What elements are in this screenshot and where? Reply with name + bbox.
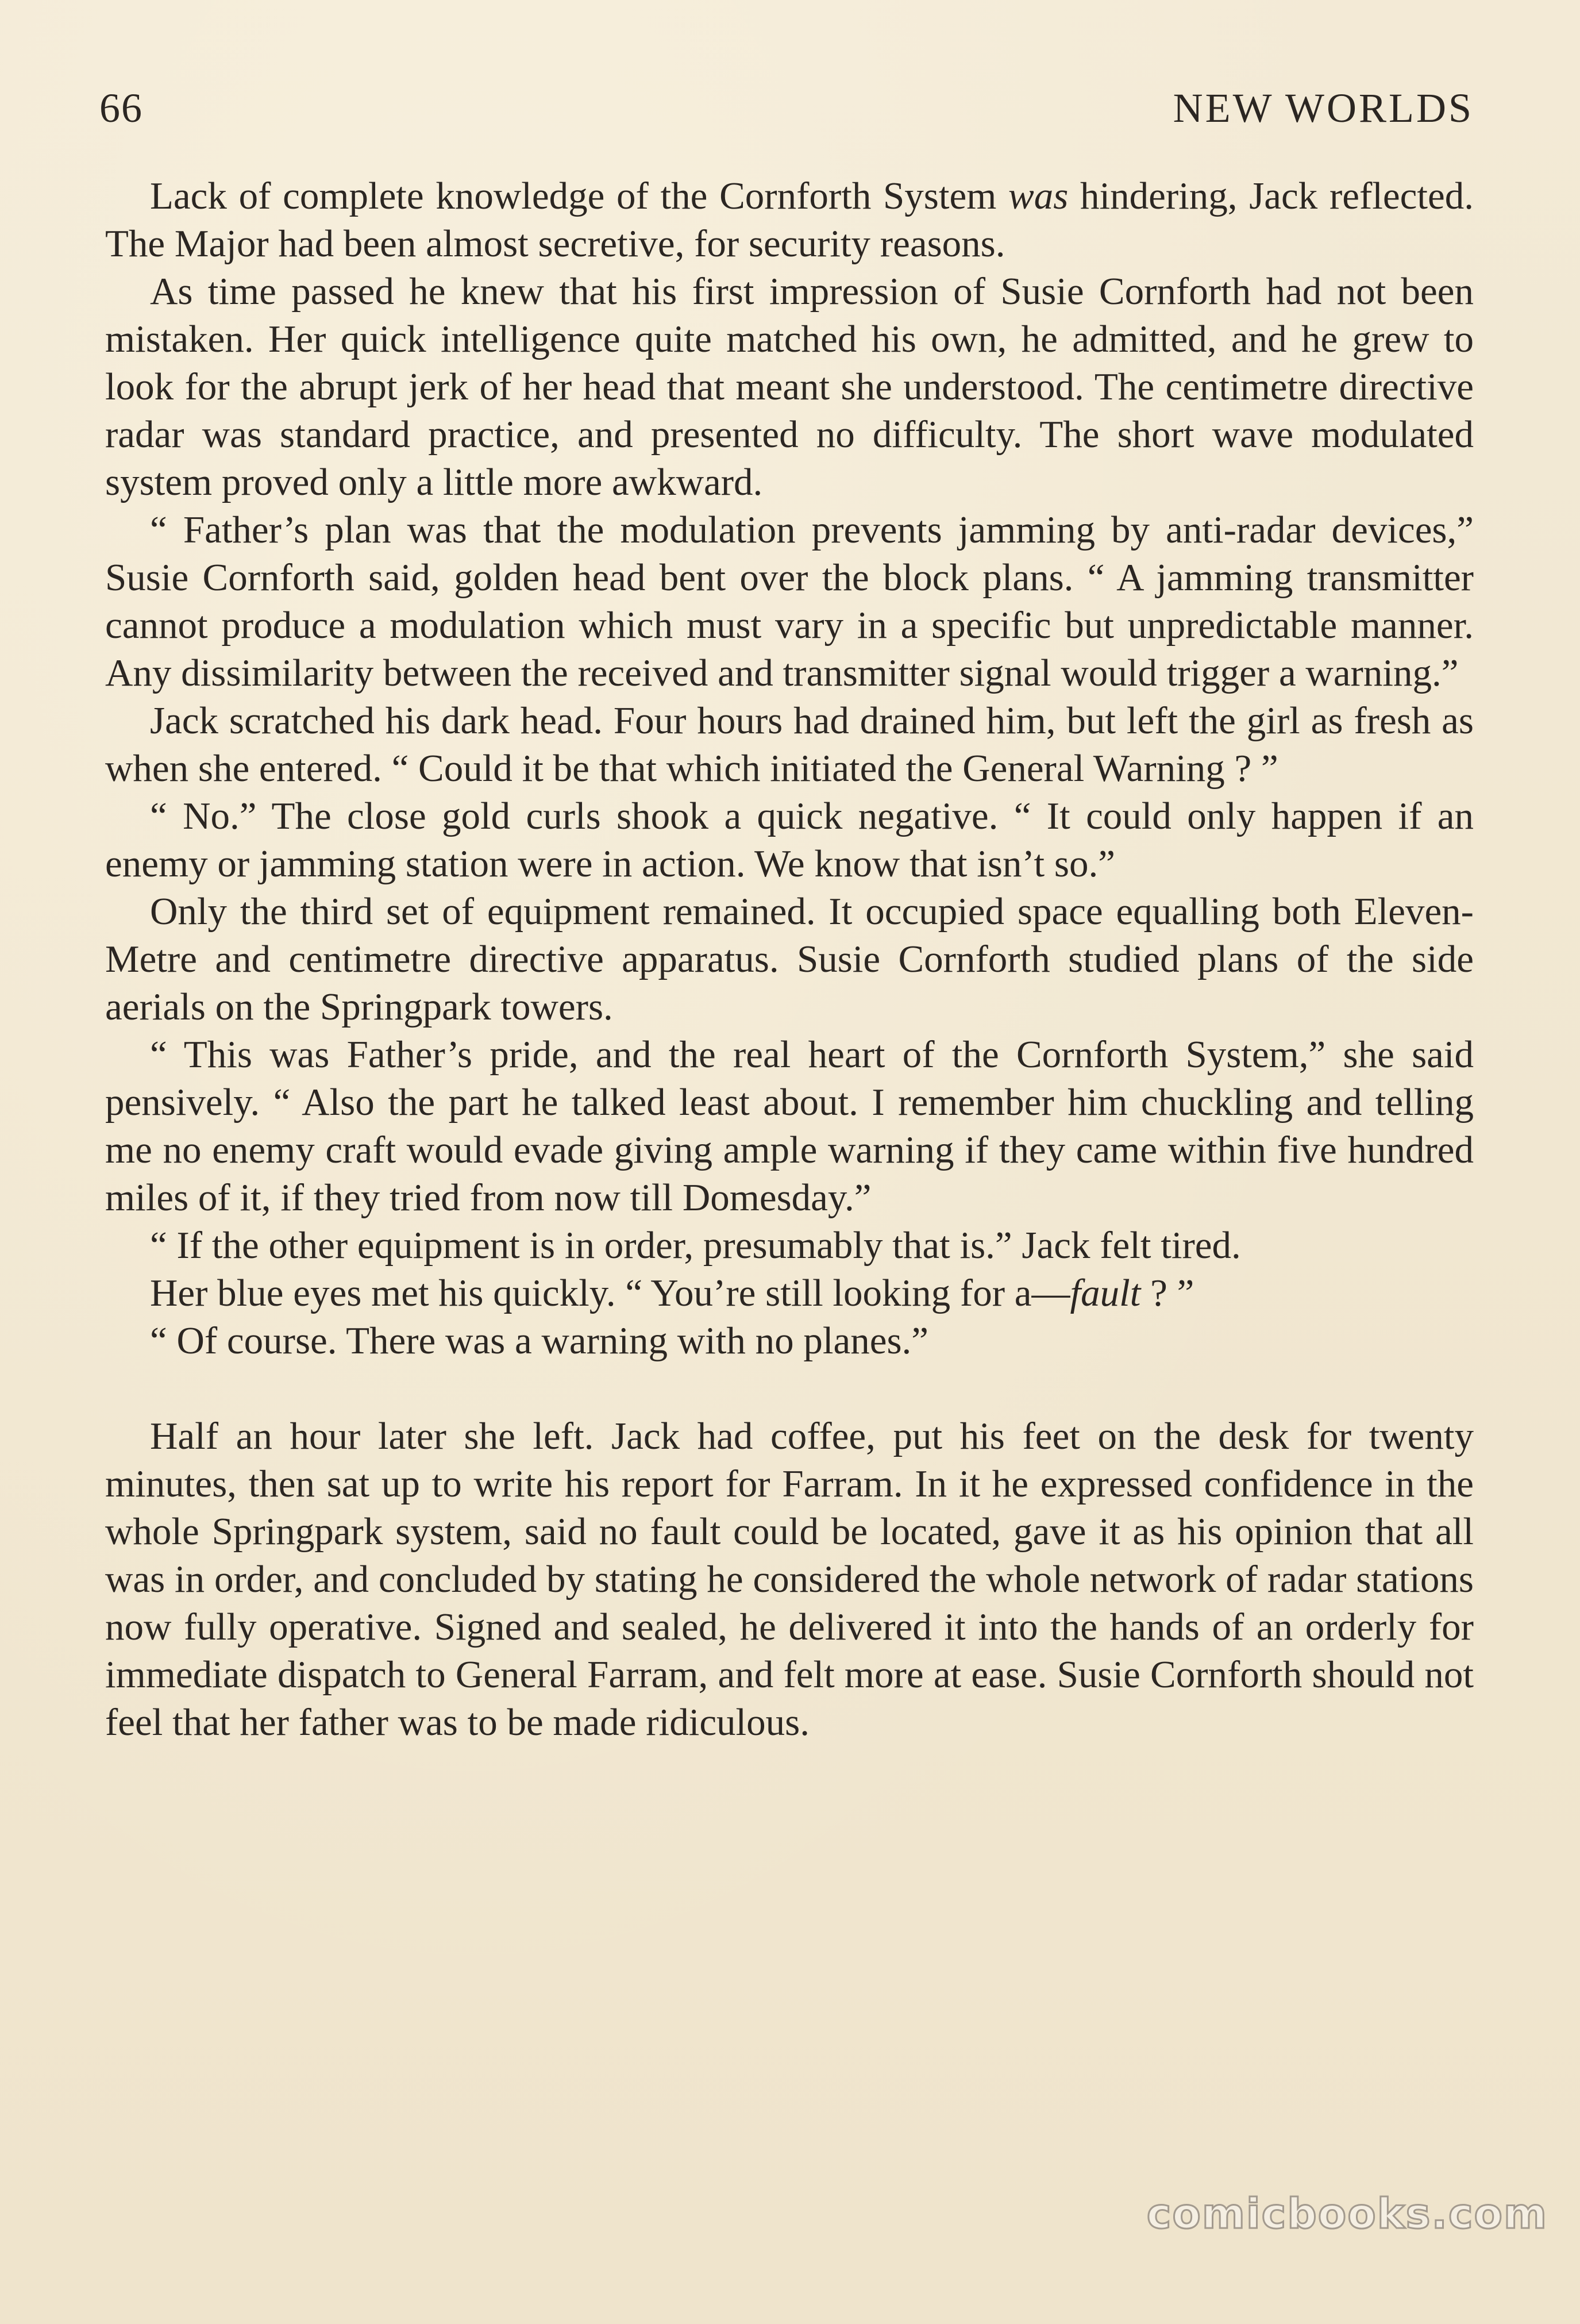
paragraph-4: Jack scratched his dark head. Four hours had drained him, but left the girl as fresh as when she entered. “ Could it be that which initiated the General Warning ? ”: [105, 699, 1474, 790]
body-text: [105, 172, 1474, 1746]
watermark: comicbooks.com: [1146, 2190, 1548, 2238]
paragraph-9: Her blue eyes met his quickly. “ You’re still looking for a—fault ? ”: [150, 1272, 1194, 1314]
paragraph-1: Lack of complete knowledge of the Cornforth System was hindering, Jack reflected. The Major had been almost secretive, for security reasons.: [105, 175, 1474, 265]
paragraph-8: “ If the other equipment is in order, presumably that is.” Jack felt tired.: [150, 1224, 1241, 1267]
paragraph-6: Only the third set of equipment remained. It occupied space equalling both Eleven-Metre and centimetre directive apparatus. Susie Cornforth studied plans of the side aerials on the Springpark towers.: [105, 890, 1474, 1028]
running-head: NEW WORLDS: [1173, 85, 1474, 131]
paragraph-7: “ This was Father’s pride, and the real heart of the Cornforth System,” she said pensively. “ Also the part he talked least about. I remember him chuckling and telling me no enemy craft would evade giving ample warning if they came within five hundred miles of it, if they tried from now till Domesday.”: [105, 1033, 1474, 1219]
page-number: 66: [99, 85, 143, 131]
paragraph-3: “ Father’s plan was that the modulation prevents jamming by anti-radar devices,” Susie Cornforth said, golden head bent over the block plans. “ A jamming transmitter cannot produce a modulation which must vary in a specific but unpredictable manner. Any dissimilarity between the received and transmitter signal would trigger a warning.”: [105, 509, 1474, 694]
paragraph-5: “ No.” The close gold curls shook a quick negative. “ It could only happen if an enemy or jamming station were in action. We know that isn’t so.”: [105, 795, 1474, 885]
paragraph-10: “ Of course. There was a warning with no planes.”: [150, 1319, 929, 1362]
paragraph-2: As time passed he knew that his first impression of Susie Cornforth had not been mistaken. Her quick intelligence quite matched his own, he admitted, and he grew to look for the abrupt jerk of her head that meant she understood. The centimetre directive radar was standard practice, and presented no difficulty. The short wave modulated system proved only a little more awkward.: [105, 270, 1474, 503]
page-header: [99, 79, 1474, 137]
paragraph-11: Half an hour later she left. Jack had coffee, put his feet on the desk for twenty minutes, then sat up to write his report for Farram. In it he expressed confidence in the whole Springpark system, said no fault could be located, gave it as his opinion that all was in order, and concluded by stating he considered the whole network of radar stations now fully operative. Signed and sealed, he delivered it into the hands of an orderly for immediate dispatch to General Farram, and felt more at ease. Susie Cornforth should not feel that her father was to be made ridiculous.: [105, 1415, 1474, 1744]
